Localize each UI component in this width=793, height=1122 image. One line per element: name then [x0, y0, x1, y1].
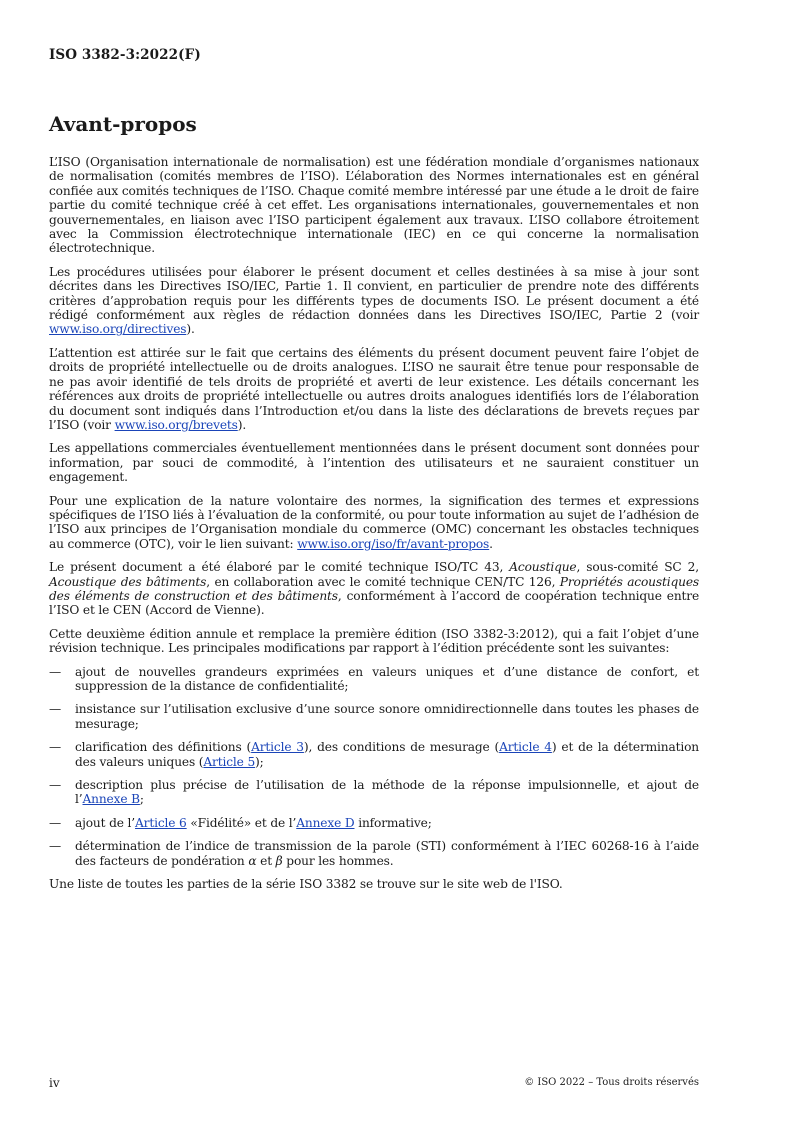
link-annexe-d[interactable]: Annexe D: [296, 815, 355, 830]
list-item: — détermination de l’indice de transmission de la parole (STI) conformément à l’IEC 60268-16 à l’aide des facteurs de pondération α et β pour les hommes.: [49, 839, 699, 868]
link-directives[interactable]: www.iso.org/directives: [49, 322, 187, 337]
paragraph-iso-intro: L’ISO (Organisation internationale de normalisation) est une fédération mondiale d’organismes nationaux de normalisation (comités membres de l’ISO). L’élaboration des Normes internationales est en général confiée aux comités techniques de l’ISO. Chaque comité membre intéressé par une étude a le droit de faire partie du comité technique créé à cet effet. Les organisations internationales, gouvernementales et non gouvernementales, en liaison avec l’ISO participent également aux travaux. L’ISO collabore étroitement avec la Commission électrotechnique internationale (IEC) en ce qui concerne la normalisation électrotechnique.: [49, 155, 699, 256]
link-avant-propos[interactable]: www.iso.org/iso/fr/avant-propos: [297, 536, 490, 551]
list-item: — insistance sur l’utilisation exclusive d’une source sonore omnidirectionnelle dans toutes les phases de mesurage;: [49, 702, 699, 731]
list-dash: —: [49, 815, 62, 830]
paragraph-voluntary-nature: Pour une explication de la nature volontaire des normes, la signification des termes et expressions spécifiques de l’ISO liés à l’évaluation de la conformité, ou pour toute information au sujet de l’adhésion de l’ISO aux principes de l’Organisation mondiale du commerce (OMC) concernant les obstacles techniques au commerce (OTC), voir le lien suivant: www.iso.org/iso/fr/avant-propos.: [49, 493, 699, 551]
link-brevets[interactable]: www.iso.org/brevets: [114, 417, 238, 432]
list-dash: —: [49, 740, 62, 755]
list-item: — description plus précise de l’utilisation de la méthode de la réponse impulsionnelle, et ajout de l’Annexe B;: [49, 778, 699, 807]
list-item: — ajout de l’Article 6 «Fidélité» et de l’Annexe D informative;: [49, 815, 432, 830]
paragraph-procedures: Les procédures utilisées pour élaborer le présent document et celles destinées à sa mise à jour sont décrites dans les Directives ISO/IEC, Partie 1. Il convient, en particulier de prendre note des différents critères d’approbation requis pour les différents types de documents ISO. Le présent document a été rédigé conformément aux règles de rédaction données dans les Directives ISO/IEC, Partie 2 (voir www.iso.org/directives).: [49, 264, 699, 337]
paragraph-patents: L’attention est attirée sur le fait que certains des éléments du présent document peuvent faire l’objet de droits de propriété intellectuelle ou de droits analogues. L’ISO ne saurait être tenue pour responsable de ne pas avoir identifié de tels droits de propriété et averti de leur existence. Les détails concernant les références aux droits de propriété intellectuelle ou autres droits analogues identifiés lors de l’élaboration du document sont indiqués dans l’Introduction et/ou dans la liste des déclarations de brevets reçues par l’ISO (voir www.iso.org/brevets).: [49, 345, 699, 432]
link-article-4[interactable]: Article 4: [499, 740, 552, 755]
list-item: — clarification des définitions (Article 3), des conditions de mesurage (Article 4) et de la détermination des valeurs uniques (Article 5);: [49, 740, 699, 769]
list-dash: —: [49, 778, 62, 793]
paragraph-series-list: Une liste de toutes les parties de la série ISO 3382 se trouve sur le site web de l'ISO.: [49, 877, 563, 892]
link-article-3[interactable]: Article 3: [251, 740, 304, 755]
link-article-6[interactable]: Article 6: [135, 815, 187, 830]
page-number: iv: [49, 1076, 60, 1090]
link-annexe-b[interactable]: Annexe B: [82, 792, 140, 807]
copyright-notice: © ISO 2022 – Tous droits réservés: [524, 1077, 699, 1088]
paragraph-edition: Cette deuxième édition annule et remplace la première édition (ISO 3382-3:2012), qui a fait l’objet d’une révision technique. Les principales modifications par rapport à l’édition précédente sont les suivantes:: [49, 626, 699, 656]
list-item: — ajout de nouvelles grandeurs exprimées en valeurs uniques et d’une distance de confort, et suppression de la distance de confidentialité;: [49, 664, 699, 693]
paragraph-committee: Le présent document a été élaboré par le comité technique ISO/TC 43, Acoustique, sous-comité SC 2, Acoustique des bâtiments, en collaboration avec le comité technique CEN/TC 126, Propriétés acoustiques des éléments de construction et des bâtiments, conformément à l’accord de coopération technique entre l’ISO et le CEN (Accord de Vienne).: [49, 560, 700, 618]
list-dash: —: [49, 702, 62, 717]
page-title: Avant-propos: [49, 112, 197, 136]
document-id: ISO 3382-3:2022(F): [49, 47, 201, 63]
foreword-body: [49, 155, 699, 900]
link-article-5[interactable]: Article 5: [203, 754, 256, 769]
list-dash: —: [49, 839, 62, 854]
list-dash: —: [49, 664, 62, 679]
paragraph-trade-names: Les appellations commerciales éventuellement mentionnées dans le présent document sont données pour information, par souci de commodité, à l’intention des utilisateurs et ne sauraient constituer un engagement.: [49, 441, 699, 485]
